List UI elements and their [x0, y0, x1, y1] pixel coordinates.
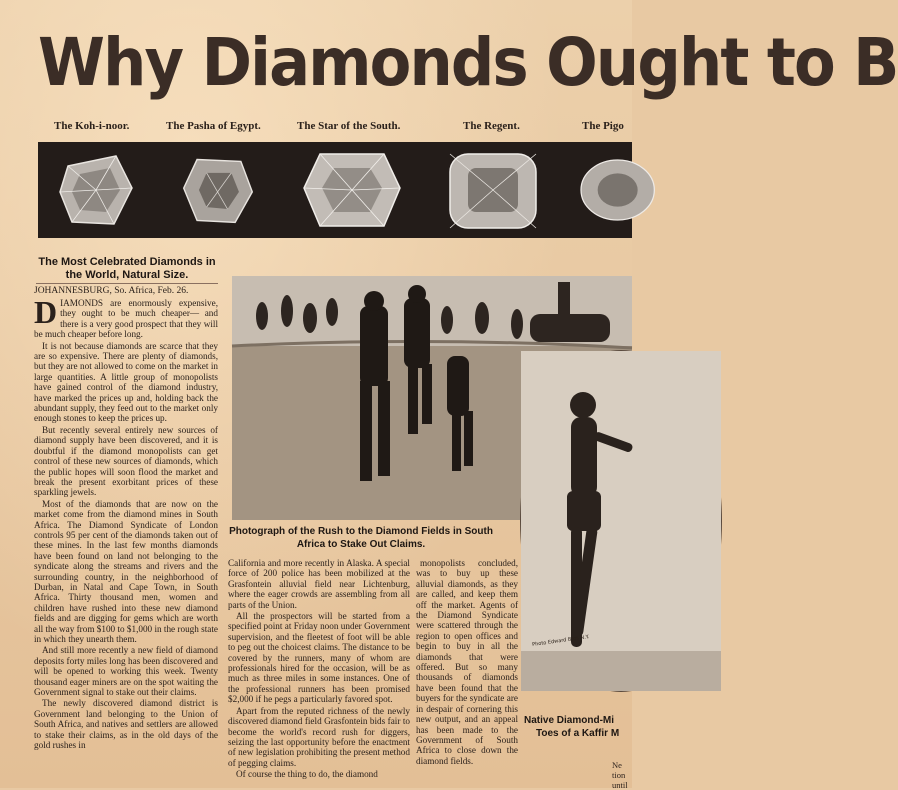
col1-paragraph: The newly discovered diamond district is Government land belonging to the Union of South Africa, and natives and settlers are allowed to stake their claims, as in the old days of the gold rushes in	[34, 698, 218, 751]
article-column-3	[416, 558, 518, 788]
col1-paragraph: But recently several entirely new sources of diamond supply have been discovered, and it is doubtful if the diamond monopolists can get control of these new sources of diamonds, which the public hopes will soon flood the market and break the present exorbitant prices of these sparkling jewels.	[34, 424, 218, 498]
right-edge-line: tion	[612, 770, 626, 780]
caption-divider	[36, 283, 218, 284]
col2-paragraph: Apart from the reputed richness of the newly discovered diamond field Grasfontein bids fair to become the world's record rush for diggers, seizing the last opportunity before the enactment of new legislation prohibiting the present method of pegging claims.	[228, 705, 410, 768]
star-of-the-south-diamond-image	[300, 148, 404, 232]
article-column-1	[34, 286, 218, 788]
right-edge-line: Ne	[612, 760, 622, 770]
gem-caption-pasha: The Pasha of Egypt.	[166, 120, 261, 132]
headline: Why Diamonds Ought to B	[38, 24, 898, 101]
diamonds-photo-band	[38, 142, 632, 238]
col3-paragraph: monopolists concluded, was to buy up these alluvial diamonds, as they are called, and keep them off the market. Agents of the Diamond Syndicate were scattered through the region to open offices and begin to buy in all the diamonds that were offered. But so many thousands of diamonds have been found that the buyers for the syndicate are in despair of cornering this new output, and an appeal has been made to the Government of South Africa to close down the diamond fields.	[416, 558, 518, 766]
oval-caption-line-1: Native Diamond-Mi	[524, 715, 615, 726]
kohinoor-diamond-image	[54, 148, 138, 232]
gem-caption-kohinoor: The Koh-i-noor.	[54, 120, 130, 132]
col1-paragraph: Most of the diamonds that are now on the market come from the diamond mines in South Africa. The Diamond Syndicate of London controls 95 per cent of the diamonds taken out of these mines. In the last few months diamonds have been found on land not belonging to the syndicate along the streams and rivers and the surrounding country, in the neighborhood of Durban, in Natal and Cape Town, in South Africa. Thirty thousand men, women and children have rushed into these new diamond fields and are digging for gems which are worth all the way from $100 to $1,000 in the rough state in which they unearth them.	[34, 498, 218, 644]
article-column-2	[228, 558, 410, 788]
right-edge-line: until	[612, 780, 628, 790]
right-edge-text	[612, 760, 628, 790]
pigot-diamond-image	[576, 148, 646, 232]
gems-section-caption: The Most Celebrated Diamonds in the World, Natural Size.	[38, 256, 216, 281]
top-strip	[0, 0, 662, 14]
lead-paragraph: IAMONDS are enormously expensive, they ought to be much cheaper— and there is a very good prospect that they will be much cheaper before long.	[34, 298, 218, 340]
oval-caption-line-2: Toes of a Kaffir M	[536, 728, 620, 739]
gem-caption-row	[0, 120, 632, 136]
pasha-diamond-image	[178, 148, 258, 232]
gem-caption-pigot: The Pigo	[582, 120, 624, 132]
photo-credit-stamp: Photo Edward Bros N.Y.	[531, 634, 590, 648]
col2-paragraph: All the prospectors will be started from a specified point at Friday noon under Government supervision, and the fleetest of foot will be able to peg out the choicest claims. The distance to be covered by the runners, many of whom are professionals hired for the occasion, will be as much as three miles in some instances. One of the professional runners has been promised $2,000 if he pegs a particularly favored spot.	[228, 611, 410, 705]
col2-paragraph: California and more recently in Alaska. A special force of 200 police has been mobilized at the Grasfontein alluvial field near Lichtenburg, where the eager crowds are assembling from all parts of the Union.	[228, 558, 410, 610]
photo-caption: Photograph of the Rush to the Diamond Fields in South Africa to Stake Out Claims.	[229, 526, 493, 550]
dropcap: D	[34, 294, 58, 330]
col2-paragraph: Of course the thing to do, the diamond	[236, 769, 378, 780]
dateline: JOHANNESBURG, So. Africa, Feb. 26.	[34, 286, 189, 296]
gem-caption-regent: The Regent.	[463, 120, 520, 132]
col1-paragraph: It is not because diamonds are scarce that they are so expensive. There are plenty of diamonds, but they are not allowed to come on the market in large quantities. A little group of monopolists have gained control of the diamond industry, have marked the prices up and, holding back the abundant supply, they feed out to the market only enough stones to keep the prices up.	[34, 340, 218, 424]
gem-caption-star-south: The Star of the South.	[297, 120, 401, 132]
col1-paragraph: And still more recently a new field of diamond deposits forty miles long has been discovered and will be opened to working this week. Twenty thousand eager miners are on the spot waiting the Government signal to stake out their claims.	[34, 645, 218, 698]
regent-diamond-image	[444, 148, 542, 232]
oval-caption	[524, 714, 644, 740]
